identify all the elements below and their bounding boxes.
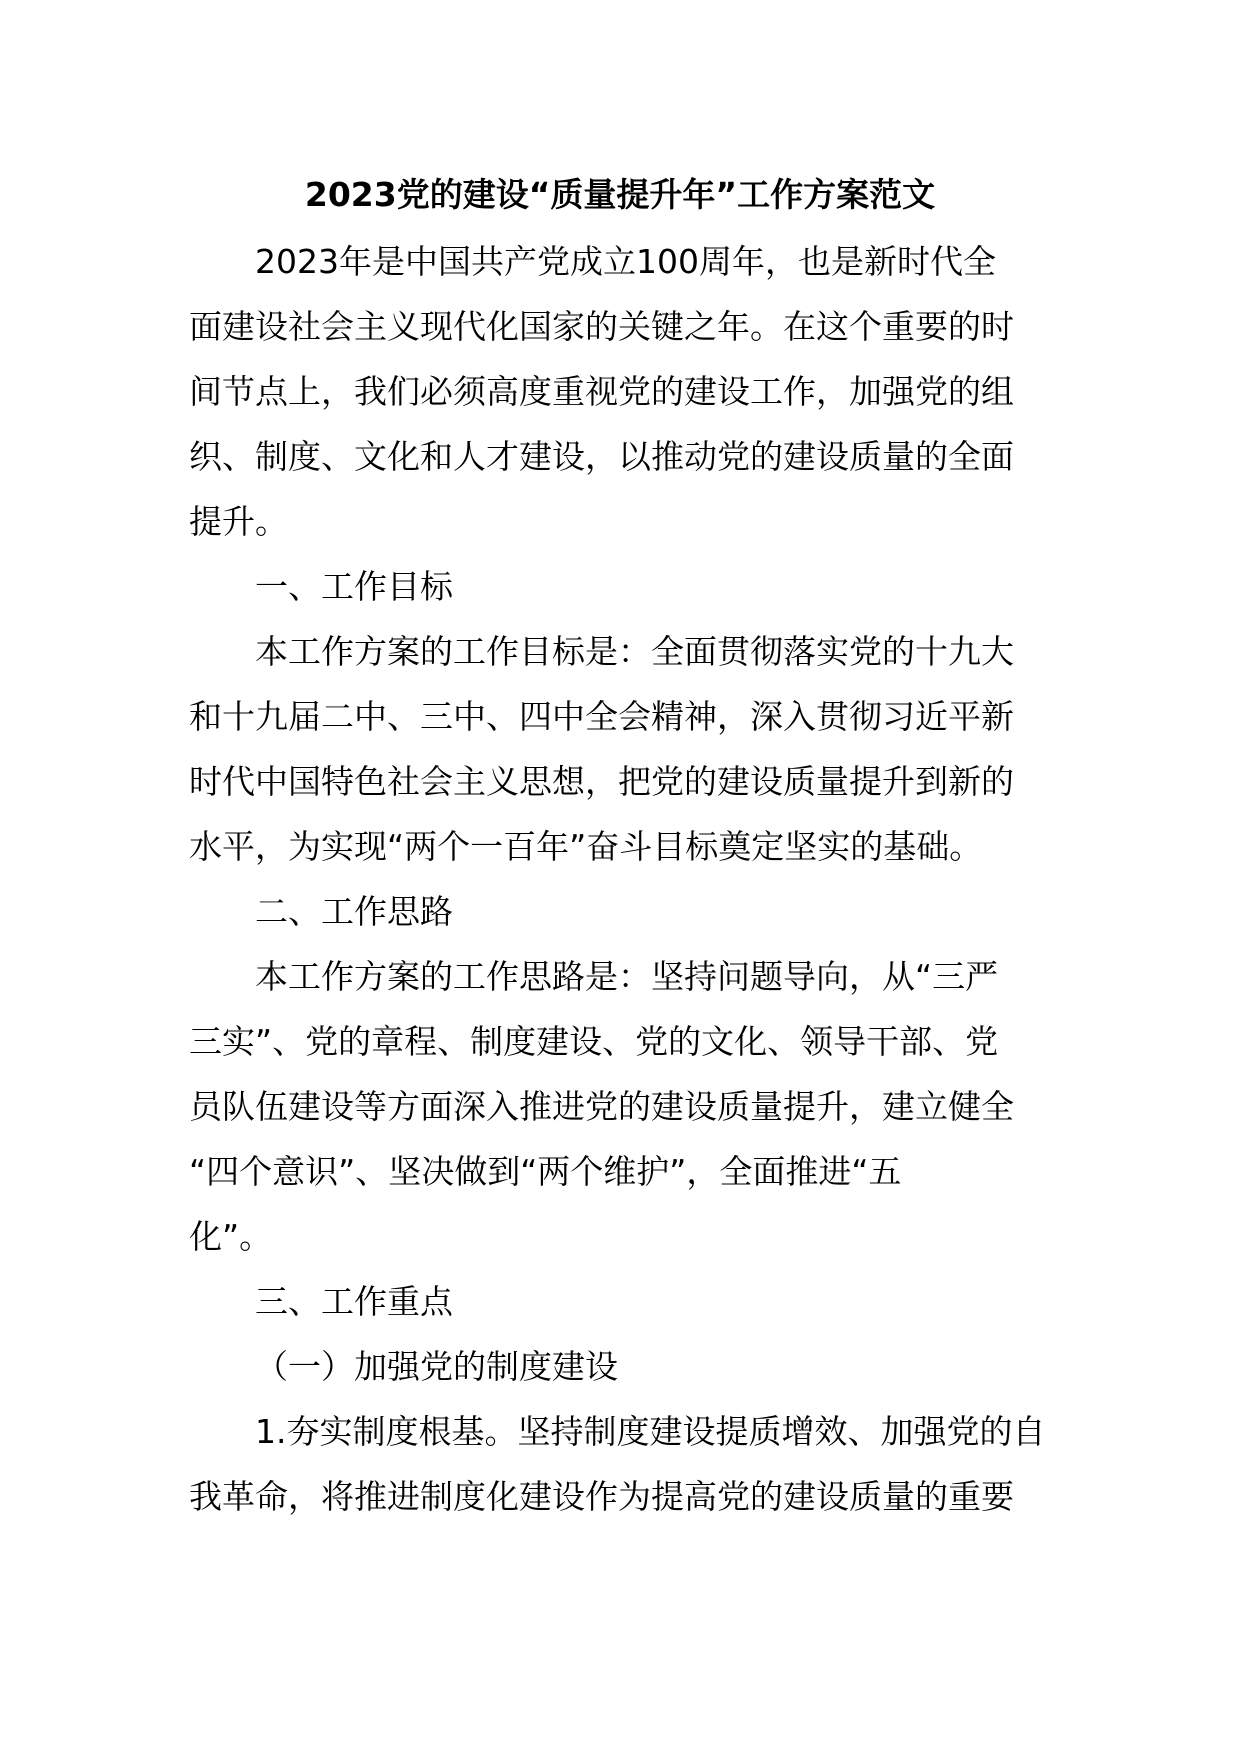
paragraph-line: 2023年是中国共产党成立100周年，也是新时代全 [255,242,996,281]
paragraph-line: 间节点上，我们必须高度重视党的建设工作，加强党的组 [189,372,1014,411]
section-heading: 二、工作思路 [255,892,453,931]
paragraph-line: 和十九届二中、三中、四中全会精神，深入贯彻习近平新 [189,697,1014,736]
paragraph-line: 1.夯实制度根基。坚持制度建设提质增效、加强党的自 [255,1412,1046,1451]
paragraph-line: 员队伍建设等方面深入推进党的建设质量提升，建立健全 [189,1087,1014,1126]
paragraph-line: 我革命，将推进制度化建设作为提高党的建设质量的重要 [189,1477,1014,1516]
section-heading: 三、工作重点 [255,1282,453,1321]
document-title: 2023党的建设“质量提升年”工作方案范文 [304,175,936,214]
paragraph-line: 本工作方案的工作目标是：全面贯彻落实党的十九大 [255,632,1014,671]
paragraph-line: 织、制度、文化和人才建设，以推动党的建设质量的全面 [189,437,1014,476]
paragraph-line: 三实”、党的章程、制度建设、党的文化、领导干部、党 [189,1022,999,1061]
section-heading: 一、工作目标 [255,567,453,606]
paragraph-line: 水平，为实现“两个一百年”奋斗目标奠定坚实的基础。 [189,827,983,866]
paragraph-line: 时代中国特色社会主义思想，把党的建设质量提升到新的 [189,762,1014,801]
paragraph-line: 本工作方案的工作思路是：坚持问题导向，从“三严 [255,957,999,996]
paragraph-line: “四个意识”、坚决做到“两个维护”，全面推进“五 [189,1152,902,1191]
subsection-heading: （一）加强党的制度建设 [255,1347,618,1386]
paragraph-line: 化”。 [189,1217,273,1256]
paragraph-line: 面建设社会主义现代化国家的关键之年。在这个重要的时 [189,307,1014,346]
paragraph-line: 提升。 [189,502,288,541]
